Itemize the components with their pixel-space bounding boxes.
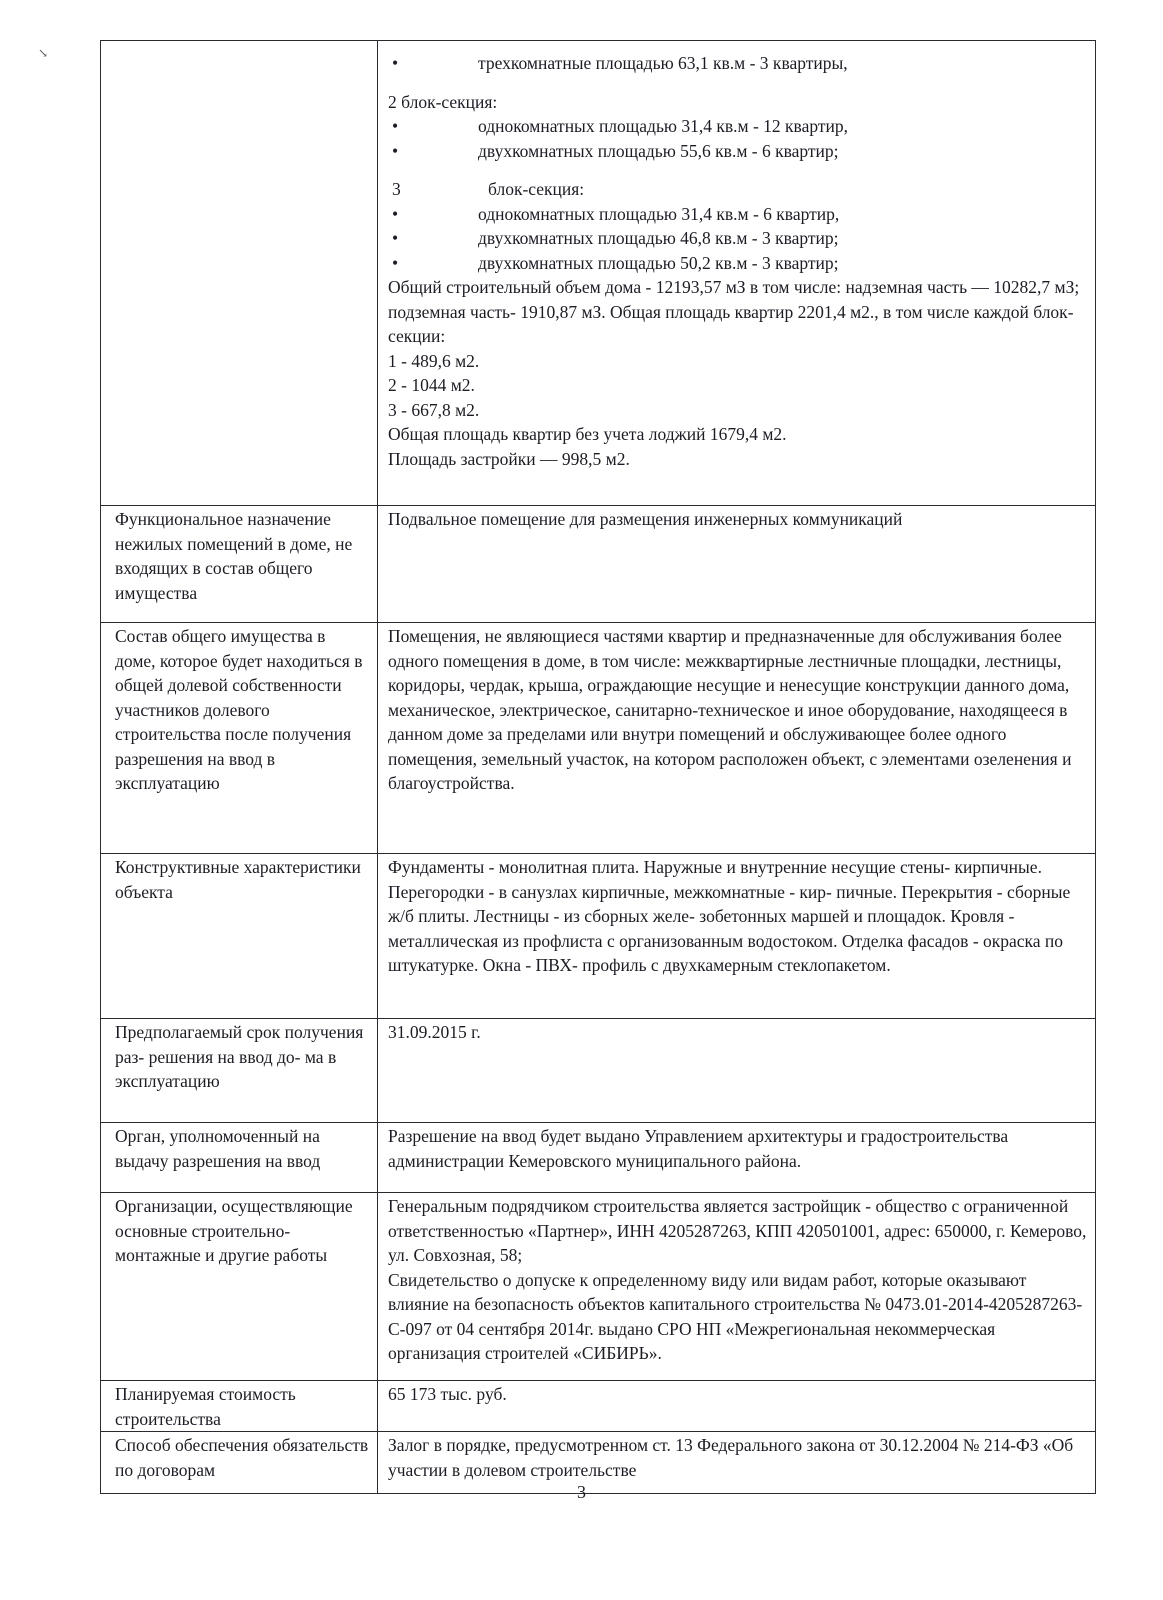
list-item: • двухкомнатных площадью 55,6 кв.м - 6 квартир; bbox=[388, 139, 1087, 164]
table-row bbox=[101, 1123, 1096, 1193]
row-label-commissioning-date: Предполагаемый срок получения раз- решения на ввод до- ма в эксплуатацию bbox=[101, 1019, 378, 1123]
section-area-3: 3 - 667,8 м2. bbox=[388, 399, 480, 420]
row-label-cost: Планируемая стоимость строительства bbox=[101, 1381, 378, 1432]
bullet-icon: • bbox=[392, 228, 399, 248]
row-value-contractors bbox=[378, 1193, 1096, 1381]
section-area-2: 2 - 1044 м2. bbox=[388, 375, 475, 395]
bullet-icon: • bbox=[392, 203, 399, 224]
row-label-security: Способ обеспечения обязательств по договорам bbox=[101, 1432, 378, 1494]
table-row bbox=[101, 1019, 1096, 1123]
apartments-cell bbox=[378, 41, 1096, 506]
scan-mark: ↘ bbox=[38, 46, 49, 60]
row-label-authority: Орган, уполномоченный на выдачу разрешения на ввод bbox=[101, 1123, 378, 1193]
row-value-security: Залог в порядке, предусмотренном ст. 13 Федерального закона от 30.12.2004 № 214-ФЗ «Об участии в долевом строительстве bbox=[378, 1432, 1096, 1494]
table-row bbox=[101, 854, 1096, 1019]
list-item: • трехкомнатные площадью 63,1 кв.м - 3 квартиры, bbox=[388, 51, 1087, 76]
bullet-icon: • bbox=[392, 116, 399, 136]
table-row bbox=[101, 506, 1096, 623]
row-value-cost: 65 173 тыс. руб. bbox=[378, 1381, 1096, 1432]
row-label-construction: Конструктивные характеристики объекта bbox=[101, 854, 378, 1019]
list-item: • однокомнатных площадью 31,4 кв.м - 6 квартир, bbox=[388, 202, 1087, 227]
row-label-contractors: Организации, осуществляющие основные строительно-монтажные и другие работы bbox=[101, 1193, 378, 1381]
row-value-construction: Фундаменты - монолитная плита. Наружные и внутренние несущие стены- кирпичные. Перегородки - в санузлах кирпичные, межкомнатные - кир- пичные. Перекрытия - сборные ж/б плиты. Лестницы - из сборных желе- зобетонных маршей и площадок. Кровля - металлическая из профлиста с организованным водостоком. Отделка фасадов - окраска по штукатурке. Окна - ПВХ- профиль с двухкамерным стеклопакетом. bbox=[378, 854, 1096, 1019]
row-value-nonresidential: Подвальное помещение для размещения инженерных коммуникаций bbox=[378, 506, 1096, 623]
general-contractor-text: Генеральным подрядчиком строительства является застройщик - общество с ограниченной ответственностью «Партнер», ИНН 4205287263, КПП 420501001, адрес: 650000, г. Кемерово, ул. Совхозная, 58; bbox=[388, 1196, 1087, 1265]
built-area: Площадь застройки — 998,5 м2. bbox=[388, 448, 630, 469]
building-volume-text: Общий строительный объем дома - 12193,57 мЗ в том числе: надземная часть — 10282,7 мЗ; подземная часть- 1910,87 мЗ. Общая площадь квартир 2201,4 м2., в том числе каждой блок-секции: bbox=[388, 277, 1080, 346]
section-area-1: 1 - 489,6 м2. bbox=[388, 350, 480, 371]
table-row bbox=[101, 1193, 1096, 1381]
bullet-icon: • bbox=[392, 252, 399, 273]
bullet-icon: • bbox=[392, 53, 399, 73]
table-row bbox=[101, 41, 1096, 506]
label-cell-empty bbox=[101, 41, 378, 506]
total-area-no-loggia: Общая площадь квартир без учета лоджий 1679,4 м2. bbox=[388, 424, 787, 444]
row-value-authority: Разрешение на ввод будет выдано Управлением архитектуры и градостроительства администрации Кемеровского муниципального района. bbox=[378, 1123, 1096, 1193]
bullet-icon: • bbox=[392, 140, 399, 161]
certificate-text: Свидетельство о допуске к определенному виду или видам работ, которые оказывают влияние на безопасность объектов капитального строительства № 0473.01-2014-4205287263-С-097 от 04 сентября 2014г. выдано СРО НП «Межрегиональная некоммерческая организация строителей «СИБИРЬ». bbox=[388, 1269, 1083, 1363]
list-item: • двухкомнатных площадью 50,2 кв.м - 3 квартир; bbox=[388, 251, 1087, 276]
row-label-common-property: Состав общего имущества в доме, которое будет находиться в общей долевой собственности участников долевого строительства после получения разрешения на ввод в эксплуатацию bbox=[101, 623, 378, 854]
page-number: 3 bbox=[577, 1482, 586, 1502]
section-2-title: 2 блок-секция: bbox=[388, 91, 498, 112]
list-item: • двухкомнатных площадью 46,8 кв.м - 3 квартир; bbox=[388, 226, 1087, 251]
table-row bbox=[101, 623, 1096, 854]
row-value-common-property: Помещения, не являющиеся частями квартир и предназначенные для обслуживания более одного помещения в доме, в том числе: межквартирные лестничные площадки, лестницы, коридоры, чердак, крыша, ограждающие несущие и ненесущие конструкции данного дома, механическое, электрическое, санитарно-техническое и иное оборудование, находящееся в данном доме за пределами или внутри помещений и обслуживающее более одного помещения, земельный участок, на котором расположен объект, с элементами озеленения и благоустройства. bbox=[378, 623, 1096, 854]
section-3-title: 3 блок-секция: bbox=[392, 179, 585, 199]
table-row bbox=[101, 1381, 1096, 1432]
project-declaration-table bbox=[100, 40, 1096, 1494]
row-value-commissioning-date: 31.09.2015 г. bbox=[378, 1019, 1096, 1123]
list-item: • однокомнатных площадью 31,4 кв.м - 12 квартир, bbox=[388, 114, 1087, 139]
row-label-nonresidential: Функциональное назначение нежилых помещений в доме, не входящих в состав общего имущества bbox=[101, 506, 378, 623]
